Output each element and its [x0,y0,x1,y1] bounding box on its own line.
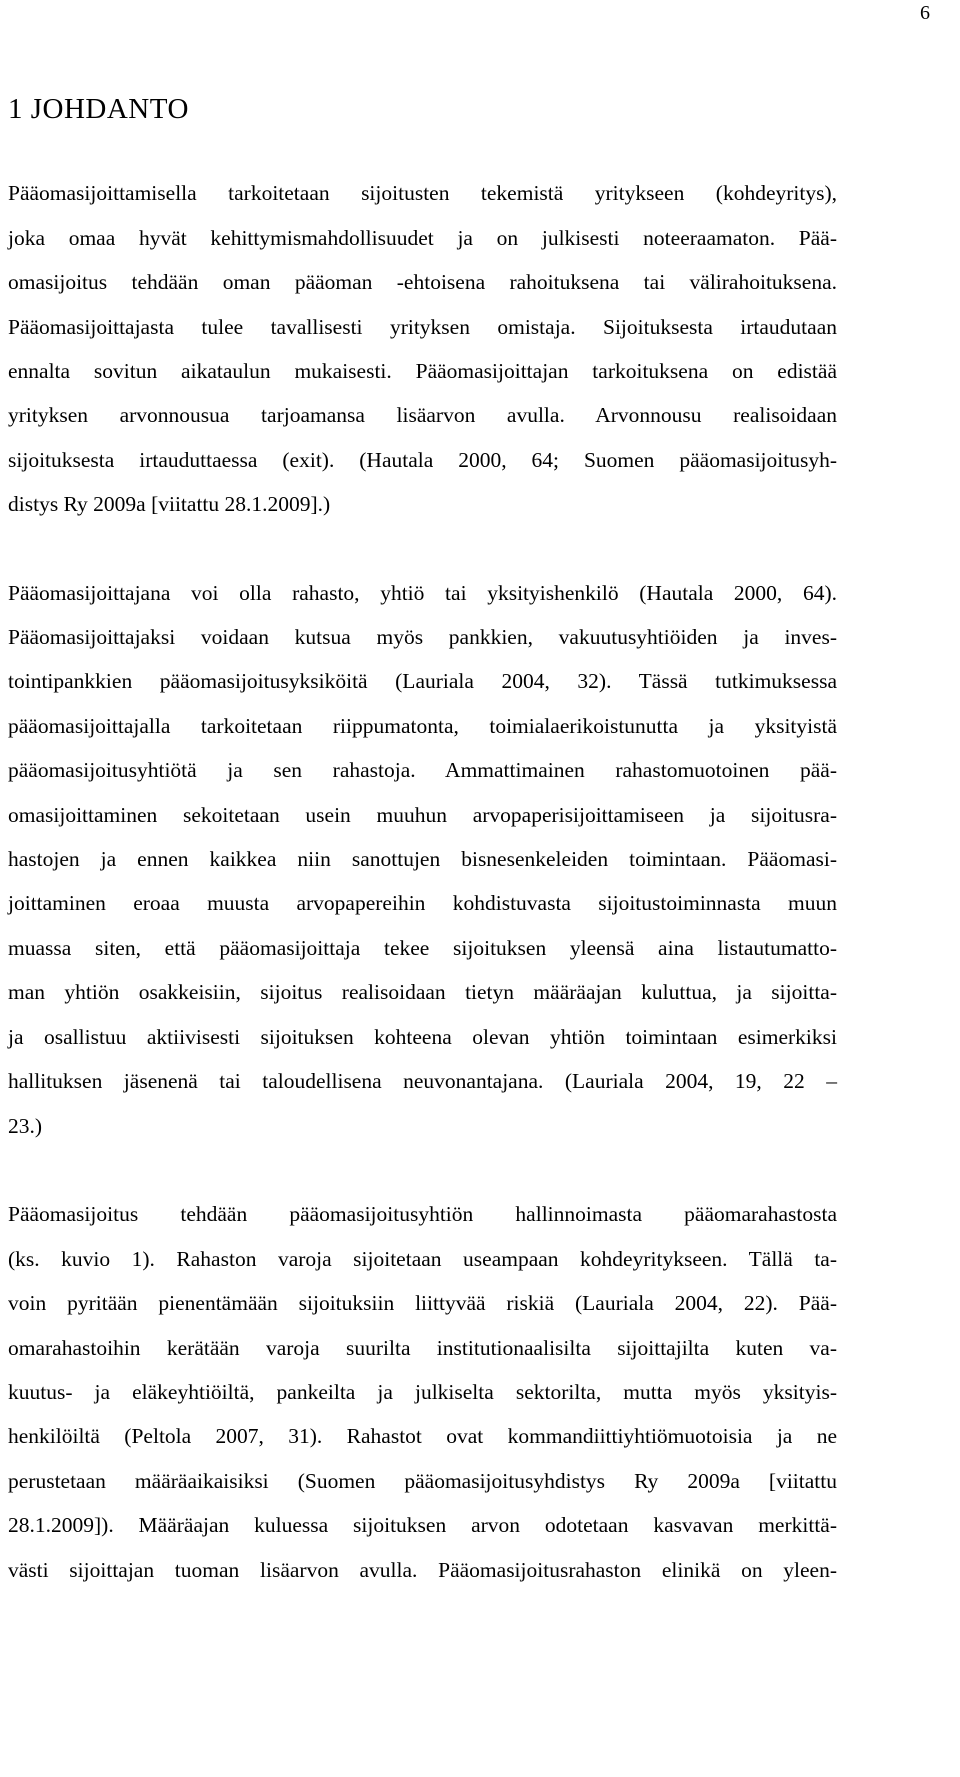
text-line: distys Ry 2009a [viitattu 28.1.2009].) [8,492,331,516]
text-line: voin pyritään pienentämään sijoituksiin liittyvää riskiä (Lauriala 2004, 22). Pää- [8,1291,837,1315]
text-line: Pääomasijoittamisella tarkoitetaan sijoitusten tekemistä yritykseen (kohdeyritys), [8,181,837,205]
text-line: 23.) [8,1114,43,1138]
text-line: muassa siten, että pääomasijoittaja tekee sijoituksen yleensä aina listautumatto- [8,936,837,960]
text-line: joka omaa hyvät kehittymismahdollisuudet ja on julkisesti noteeraamaton. Pää- [8,226,837,250]
text-line: ennalta sovitun aikataulun mukaisesti. Pääomasijoittajan tarkoituksena on edistää [8,359,837,383]
text-line: ja osallistuu aktiivisesti sijoituksen kohteena olevan yhtiön toimintaan esimerkiksi [8,1025,837,1049]
text-line: pääomasijoittajalla tarkoitetaan riippumatonta, toimialaerikoistunutta ja yksityistä [8,714,837,738]
text-line: Pääomasijoittajana voi olla rahasto, yhtiö tai yksityishenkilö (Hautala 2000, 64). [8,581,837,605]
text-line: henkilöiltä (Peltola 2007, 31). Rahastot ovat kommandiittiyhtiömuotoisia ja ne [8,1424,837,1448]
text-line: (ks. kuvio 1). Rahaston varoja sijoitetaan useampaan kohdeyritykseen. Tällä ta- [8,1247,837,1271]
text-line: tointipankkien pääomasijoitusyksiköitä (Lauriala 2004, 32). Tässä tutkimuksessa [8,669,837,693]
chapter-heading: 1 JOHDANTO [8,93,189,125]
text-line: joittaminen eroaa muusta arvopapereihin kohdistuvasta sijoitustoiminnasta muun [8,891,837,915]
text-line: perustetaan määräaikaisiksi (Suomen pääomasijoitusyhdistys Ry 2009a [viitattu [8,1469,837,1493]
page-number: 6 [920,2,930,24]
text-line: omasijoitus tehdään oman pääoman -ehtoisena rahoituksena tai välirahoituksena. [8,270,837,294]
text-line: Pääomasijoitus tehdään pääomasijoitusyhtiön hallinnoimasta pääomarahastosta [8,1202,837,1226]
text-line: Pääomasijoittajasta tulee tavallisesti yrityksen omistaja. Sijoituksesta irtaudutaan [8,315,837,339]
text-line: västi sijoittajan tuoman lisäarvon avulla. Pääomasijoitusrahaston elinikä on yleen- [8,1558,837,1582]
text-line: Pääomasijoittajaksi voidaan kutsua myös pankkien, vakuutusyhtiöiden ja inves- [8,625,837,649]
text-line: hallituksen jäsenenä tai taloudellisena neuvonantajana. (Lauriala 2004, 19, 22 – [8,1069,837,1093]
text-line: omasijoittaminen sekoitetaan usein muuhun arvopaperisijoittamiseen ja sijoitusra- [8,803,837,827]
text-line: man yhtiön osakkeisiin, sijoitus realisoidaan tietyn määräajan kuluttua, ja sijoitta- [8,980,837,1004]
text-line: pääomasijoitusyhtiötä ja sen rahastoja. Ammattimainen rahastomuotoinen pää- [8,758,837,782]
text-line: yrityksen arvonnousua tarjoamansa lisäarvon avulla. Arvonnousu realisoidaan [8,403,837,427]
text-line: 28.1.2009]). Määräajan kuluessa sijoituksen arvon odotetaan kasvavan merkittä- [8,1513,837,1537]
text-line: kuutus- ja eläkeyhtiöiltä, pankeilta ja julkiselta sektorilta, mutta myös yksityis- [8,1380,837,1404]
text-line: hastojen ja ennen kaikkea niin sanottujen bisnesenkeleiden toimintaan. Pääomasi- [8,847,837,871]
text-line: sijoituksesta irtauduttaessa (exit). (Hautala 2000, 64; Suomen pääomasijoitusyh- [8,448,837,472]
text-line: omarahastoihin kerätään varoja suurilta institutionaalisilta sijoittajilta kuten va- [8,1336,837,1360]
